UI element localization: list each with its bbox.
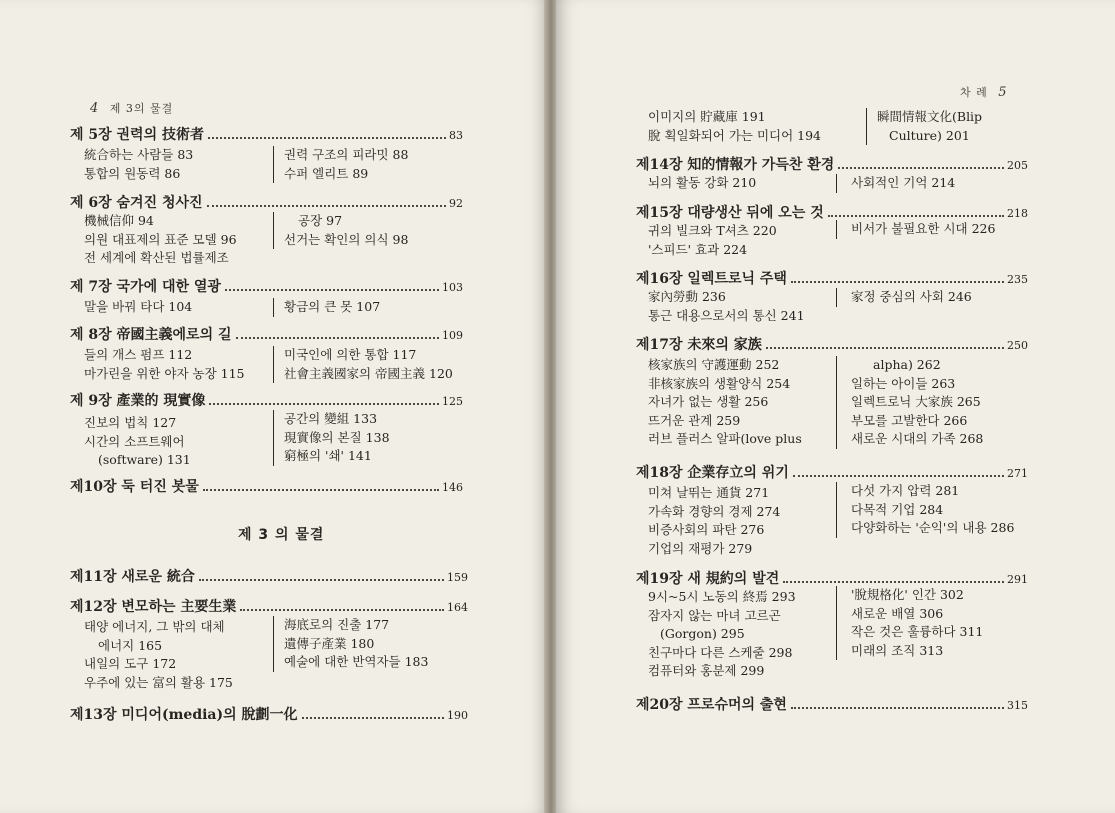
section-entry: 말을 바꿔 타다 104 (84, 299, 193, 314)
section-entry: alpha) 262 (873, 357, 941, 372)
chapter-page: 83 (449, 129, 463, 142)
section-list (836, 482, 1014, 538)
section-entry: 미래의 조직 313 (851, 642, 944, 658)
section-entry: (software) 131 (98, 452, 191, 468)
chapter-page: 235 (1007, 273, 1028, 286)
section-entry: 황금의 큰 못 107 (284, 299, 381, 314)
toc-chapter[interactable] (636, 154, 1028, 174)
section-entry: 진보의 법칙 127 (84, 415, 177, 430)
section-list (836, 356, 983, 449)
section-entry: 선거는 확인의 의식 98 (284, 231, 409, 247)
section-entry: 태양 에너지, 그 밖의 대체 (84, 619, 225, 634)
section-entry: Culture) 201 (889, 127, 970, 143)
section-entry: 우주에 있는 富의 활용 175 (84, 674, 233, 690)
section-list (273, 298, 380, 317)
chapter-title: 제 7장 국가에 대한 열광 (70, 279, 221, 295)
leader-dots (828, 215, 1004, 217)
leader-dots (208, 137, 446, 139)
chapter-title: 제 8장 帝國主義에로의 길 (70, 327, 232, 343)
left-page (0, 0, 548, 813)
section-list (84, 298, 192, 317)
toc-chapter[interactable] (70, 704, 468, 724)
chapter-page: 291 (1007, 573, 1028, 586)
section-entry: 9시~5시 노동의 終焉 293 (648, 589, 796, 604)
section-list (273, 346, 453, 383)
section-entry: 現實像의 본질 138 (284, 429, 390, 445)
section-entry: 새로운 배열 306 (851, 605, 944, 621)
toc-chapter[interactable] (70, 124, 463, 144)
section-entry: 작은 것은 훌륭하다 311 (851, 624, 984, 640)
page-number: 5 (998, 85, 1008, 100)
leader-dots (783, 581, 1004, 583)
section-entry: 자녀가 없는 생활 256 (648, 394, 769, 410)
chapter-title: 제18장 企業存立의 위기 (636, 465, 789, 481)
toc-chapter[interactable] (70, 276, 463, 296)
section-list (273, 146, 408, 183)
section-entry: 러브 플러스 알파(love plus (648, 431, 802, 447)
section-entry: 다양화하는 '순익'의 내용 286 (851, 520, 1015, 536)
toc-chapter[interactable] (70, 324, 463, 344)
page-number: 4 (90, 101, 100, 116)
section-entry: 비서가 불필요한 시대 226 (851, 221, 996, 236)
chapter-title: 제17장 未來의 家族 (636, 337, 762, 353)
chapter-page: 315 (1007, 699, 1028, 712)
section-entry: 의원 대표제의 표준 모델 96 (84, 231, 237, 247)
chapter-page: 250 (1007, 339, 1028, 352)
section-entry: 社會主義國家의 帝國主義 120 (284, 365, 453, 381)
chapter-page: 92 (449, 197, 463, 210)
leader-dots (207, 205, 446, 207)
section-list (273, 212, 408, 249)
chapter-page: 271 (1007, 467, 1028, 480)
section-list (84, 618, 233, 692)
section-entry: 이미지의 貯藏庫 191 (648, 109, 766, 124)
leader-dots (793, 475, 1004, 477)
section-entry: '脫規格化' 인간 302 (851, 587, 964, 602)
chapter-page: 218 (1007, 207, 1028, 220)
leader-dots (302, 717, 444, 719)
section-entry: 미국인에 의한 통합 117 (284, 347, 417, 362)
chapter-title: 제13장 미디어(media)의 脫劃一化 (70, 707, 298, 723)
toc-chapter[interactable] (636, 694, 1028, 714)
section-entry: 海底로의 진출 177 (284, 617, 390, 632)
chapter-page: 164 (447, 601, 468, 614)
section-list (84, 414, 191, 470)
section-list (648, 588, 796, 681)
leader-dots (225, 289, 439, 291)
section-entry: 내일의 도구 172 (84, 656, 177, 672)
toc-chapter[interactable] (636, 268, 1028, 288)
section-entry: 시간의 소프트웨어 (84, 433, 185, 449)
chapter-title: 제11장 새로운 統合 (70, 569, 195, 585)
section-entry: 다섯 가지 압력 281 (851, 483, 960, 498)
section-entry: '스피드' 효과 224 (648, 241, 748, 257)
section-entry: 귀의 빌크와 T셔츠 220 (648, 223, 777, 238)
part-heading: 제 3 의 물결 (238, 527, 325, 543)
chapter-page: 103 (442, 281, 463, 294)
section-entry: 瞬間情報文化(Blip (877, 109, 983, 124)
section-entry: 일렉트로닉 大家族 265 (851, 394, 981, 410)
section-list (836, 174, 955, 193)
chapter-title: 제 9장 產業的 現實像 (70, 393, 206, 409)
section-entry: 통합의 원동력 86 (84, 165, 181, 181)
section-list (648, 108, 821, 145)
chapter-title: 제16장 일렉트로닉 주택 (636, 271, 787, 287)
section-entry: 컴퓨터와 홍분제 299 (648, 663, 765, 679)
section-entry: 脫 획일화되어 가는 미디어 194 (648, 127, 822, 143)
section-list (648, 356, 802, 449)
chapter-page: 190 (447, 709, 468, 722)
leader-dots (791, 707, 1004, 709)
section-list (273, 616, 428, 672)
section-entry: 기업의 재평가 279 (648, 540, 753, 556)
leader-dots (236, 337, 439, 339)
running-head-title: 차 례 (960, 86, 988, 99)
section-entry: 核家族의 守護運動 252 (648, 357, 780, 372)
section-entry: 機械信仰 94 (84, 213, 154, 228)
section-list (648, 222, 777, 259)
chapter-title: 제15장 대량생산 뒤에 오는 것 (636, 205, 824, 221)
toc-chapter[interactable] (70, 476, 463, 496)
section-entry: 새로운 시대의 가족 268 (851, 431, 984, 447)
section-entry: 窮極의 '쇄' 141 (284, 448, 372, 464)
chapter-page: 109 (442, 329, 463, 342)
chapter-title: 제12장 변모하는 主要生業 (70, 599, 237, 615)
leader-dots (838, 167, 1004, 169)
toc-chapter[interactable] (70, 566, 468, 586)
section-entry: 마가린을 위한 야자 농장 115 (84, 365, 245, 381)
chapter-page: 125 (442, 395, 463, 408)
chapter-title: 제20장 프로슈머의 출현 (636, 697, 787, 713)
section-entry: 공간의 變組 133 (284, 411, 378, 426)
section-list (84, 212, 237, 268)
leader-dots (209, 403, 439, 405)
section-entry: 사회적인 기억 214 (851, 175, 956, 190)
section-entry: 일하는 아이들 263 (851, 375, 956, 391)
chapter-page: 146 (442, 481, 463, 494)
section-entry: 가속화 경향의 경제 274 (648, 503, 781, 519)
chapter-title: 제14장 知的情報가 가득찬 환경 (636, 157, 835, 173)
running-head-right (960, 84, 1014, 100)
chapter-title: 제 5장 권력의 技術者 (70, 127, 204, 143)
toc-chapter[interactable] (70, 390, 463, 410)
toc-chapter[interactable] (636, 568, 1028, 588)
toc-chapter[interactable] (636, 202, 1028, 222)
section-entry: 家內勞動 236 (648, 289, 726, 304)
section-list (836, 220, 995, 239)
leader-dots (203, 489, 439, 491)
section-entry: 잠자지 않는 마녀 고르곤 (648, 607, 781, 623)
running-head-title: 제 3의 물결 (109, 102, 174, 115)
section-entry: 친구마다 다른 스케줄 298 (648, 644, 793, 660)
leader-dots (791, 281, 1004, 283)
toc-chapter[interactable] (636, 462, 1028, 482)
section-entry: 뜨거운 관계 259 (648, 412, 741, 428)
section-entry: 권력 구조의 피라밋 88 (284, 147, 409, 162)
toc-chapter[interactable] (70, 596, 468, 616)
section-entry: 다목적 기업 284 (851, 501, 944, 517)
section-list (836, 288, 972, 307)
section-entry: 공장 97 (298, 213, 343, 228)
section-list (273, 410, 390, 466)
section-entry: 부모를 고발한다 266 (851, 412, 968, 428)
chapter-page: 205 (1007, 159, 1028, 172)
section-list (84, 146, 193, 183)
section-list (648, 484, 780, 558)
section-entry: 非核家族의 생활양식 254 (648, 375, 791, 391)
section-list (648, 174, 756, 193)
section-entry: 통근 대용으로서의 통신 241 (648, 307, 805, 323)
section-entry: 統合하는 사람들 83 (84, 147, 194, 162)
section-list (648, 288, 805, 325)
section-entry: 에너지 165 (98, 637, 163, 653)
section-list (84, 346, 245, 383)
section-entry: 수퍼 엘리트 89 (284, 165, 369, 181)
toc-chapter[interactable] (636, 334, 1028, 354)
toc-chapter[interactable] (70, 192, 463, 212)
section-entry: 비증사회의 파탄 276 (648, 522, 765, 538)
running-head-left (84, 100, 173, 116)
section-entry: 遺傳子產業 180 (284, 635, 375, 651)
right-page (556, 0, 1115, 813)
chapter-page: 159 (447, 571, 468, 584)
section-entry: 家정 중심의 사회 246 (851, 289, 972, 304)
leader-dots (199, 579, 444, 581)
leader-dots (766, 347, 1004, 349)
section-entry: 예술에 대한 반역자들 183 (284, 654, 429, 670)
section-entry: 전 세계에 확산된 법률제조 (84, 250, 229, 266)
section-list (836, 586, 983, 660)
section-entry: 미쳐 날뛰는 通貨 271 (648, 485, 770, 500)
section-entry: 들의 개스 펌프 112 (84, 347, 193, 362)
section-list (866, 108, 982, 145)
chapter-title: 제 6장 숨겨진 청사진 (70, 195, 203, 211)
chapter-title: 제19장 새 規約의 발견 (636, 571, 780, 587)
section-entry: 뇌의 활동 강화 210 (648, 175, 757, 190)
leader-dots (240, 609, 444, 611)
section-entry: (Gorgon) 295 (660, 626, 745, 642)
chapter-title: 제10장 둑 터진 봇물 (70, 479, 199, 495)
